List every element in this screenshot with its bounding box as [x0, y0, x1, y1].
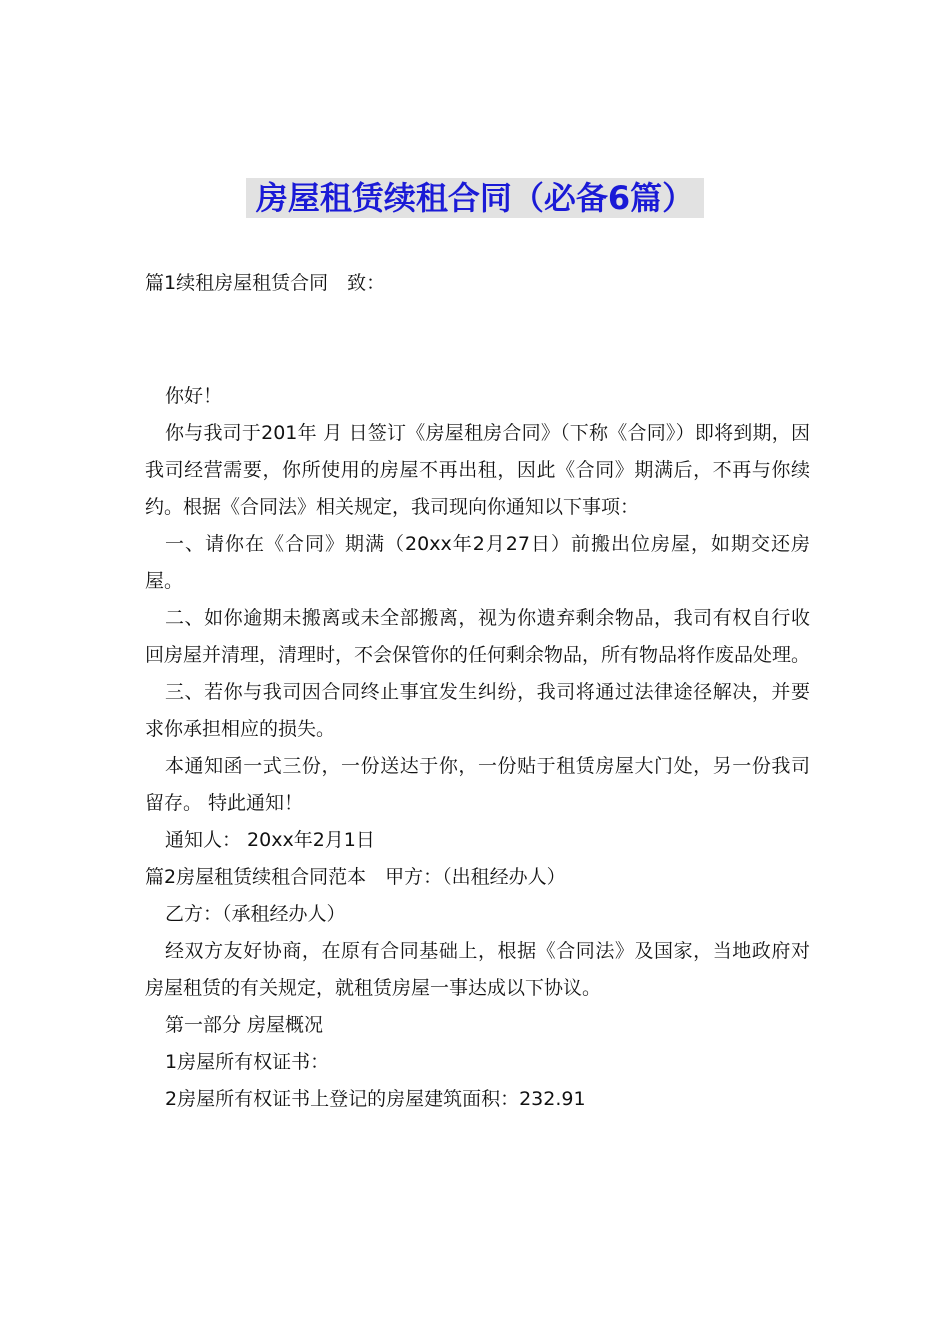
paragraph-item-2: 二、如你逾期未搬离或未全部搬离，视为你遗弃剩余物品，我司有权自行收回房屋并清理，清理时，不会保管你的任何剩余物品，所有物品将作废品处理。 — [145, 607, 811, 666]
section-heading-2: 篇2房屋租赁续租合同范本 甲方：（出租经办人） — [145, 866, 566, 888]
paragraph-item-1: 一、请你在《合同》期满（20xx年2月27日）前搬出位房屋，如期交还房屋。 — [145, 533, 810, 592]
clause-2: 2房屋所有权证书上登记的房屋建筑面积：232.91 — [165, 1088, 586, 1110]
section-heading-1: 篇1续租房屋租赁合同 致： — [145, 272, 386, 294]
title-container — [0, 178, 950, 218]
clause-1: 1房屋所有权证书： — [165, 1051, 330, 1073]
party-b-line: 乙方：（承租经办人） — [165, 903, 346, 925]
part-one-heading: 第一部分 房屋概况 — [165, 1014, 324, 1036]
document-title: 房屋租赁续租合同（必备6篇） — [246, 178, 704, 218]
paragraph-notice: 你与我司于201年 月 日签订《房屋租房合同》（下称《合同》）即将到期，因我司经营需要，你所使用的房屋不再出租，因此《合同》期满后，不再与你续约。根据《合同法》相关规定，我司现向你通知以下事项： — [145, 422, 810, 518]
paragraph-copies: 本通知函一式三份，一份送达于你，一份贴于租赁房屋大门处，另一份我司留存。 特此通知！ — [145, 755, 810, 814]
document-body — [145, 265, 810, 1118]
notifier-line: 通知人： 20xx年2月1日 — [165, 829, 375, 851]
greeting: 你好！ — [165, 385, 223, 407]
paragraph-agreement: 经双方友好协商，在原有合同基础上，根据《合同法》及国家，当地政府对房屋租赁的有关规定，就租赁房屋一事达成以下协议。 — [145, 940, 810, 999]
paragraph-item-3: 三、若你与我司因合同终止事宜发生纠纷，我司将通过法律途径解决，并要求你承担相应的损失。 — [145, 681, 810, 740]
